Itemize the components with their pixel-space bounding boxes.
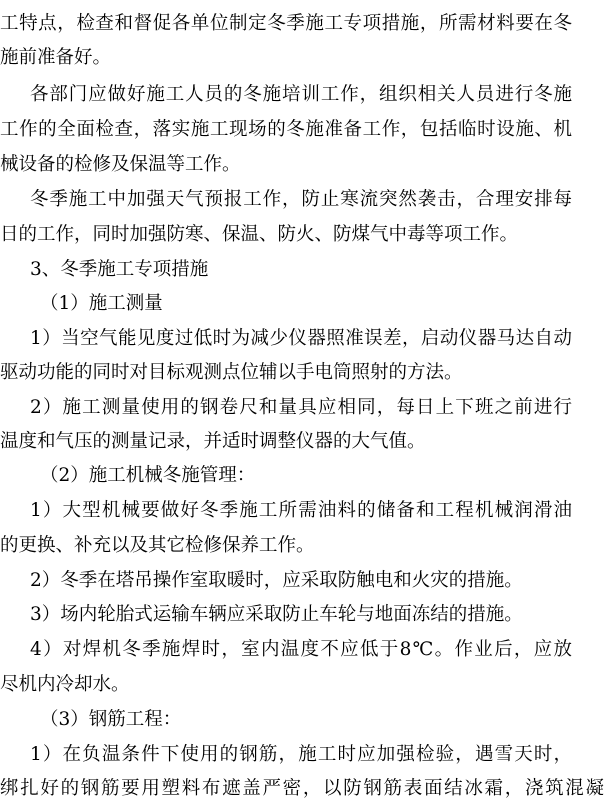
paragraph-line: 驱动功能的同时对目标观测点位辅以手电筒照射的方法。 (0, 362, 463, 383)
paragraph-line: 1）当空气能见度过低时为减少仪器照准误差，启动仪器马达自动 (30, 328, 572, 349)
subsection-heading: （3）钢筋工程： (40, 709, 182, 730)
paragraph-line: 2）冬季在塔吊操作室取暖时，应采取防触电和火灾的措施。 (30, 570, 523, 591)
paragraph-line: 4）对焊机冬季施焊时，室内温度不应低于8℃。作业后，应放 (30, 639, 572, 660)
subsection-heading: （2）施工机械冬施管理： (40, 465, 256, 486)
paragraph-line: 的更换、补充以及其它检修保养工作。 (0, 535, 315, 556)
paragraph-line: 工特点，检查和督促各单位制定冬季施工专项措施，所需材料要在冬 (0, 13, 572, 34)
paragraph-line: 绑扎好的钢筋要用塑料布遮盖严密，以防钢筋表面结冰霜，浇筑混凝 (0, 778, 604, 799)
section-heading: 3、冬季施工专项措施 (30, 259, 209, 280)
paragraph-line: 2）施工测量使用的钢卷尺和量具应相同，每日上下班之前进行 (30, 397, 572, 418)
paragraph-line: 日的工作，同时加强防寒、保温、防火、防煤气中毒等项工作。 (0, 224, 519, 245)
paragraph-line: 械设备的检修及保温等工作。 (0, 154, 241, 175)
paragraph-line: 尽机内冷却水。 (0, 674, 130, 695)
paragraph-line: 各部门应做好施工人员的冬施培训工作，组织相关人员进行冬施 (30, 84, 572, 105)
paragraph-line: 冬季施工中加强天气预报工作，防止寒流突然袭击，合理安排每 (30, 189, 572, 210)
paragraph-line: 1）在负温条件下使用的钢筋，施工时应加强检验，遇雪天时， (30, 744, 572, 765)
paragraph-line: 温度和气压的测量记录，并适时调整仪器的大气值。 (0, 431, 426, 452)
subsection-heading: （1）施工测量 (40, 293, 163, 314)
paragraph-line: 工作的全面检查，落实施工现场的冬施准备工作，包括临时设施、机 (0, 119, 572, 140)
paragraph-line: 施前准备好。 (0, 47, 112, 68)
paragraph-line: 3）场内轮胎式运输车辆应采取防止车轮与地面冻结的措施。 (30, 604, 523, 625)
paragraph-line: 1）大型机械要做好冬季施工所需油料的储备和工程机械润滑油 (30, 500, 572, 521)
